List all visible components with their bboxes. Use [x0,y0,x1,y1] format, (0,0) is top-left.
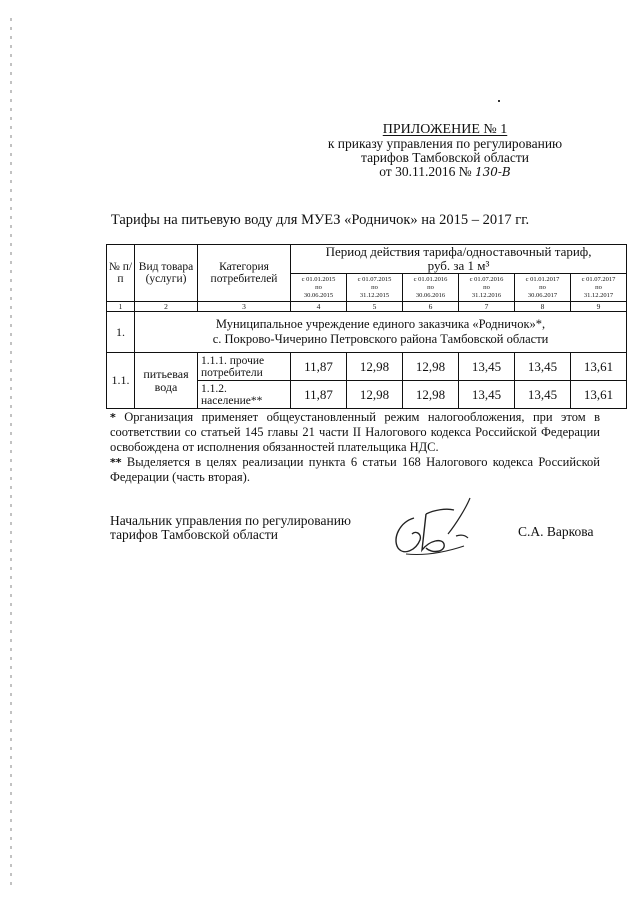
tariff-table [106,244,627,409]
footnote-2-mark: ** [110,456,122,469]
column-index: 7 [459,302,515,312]
org-name-line-2: с. Покрово-Чичерино Петровского района Тамбовской области [212,332,549,346]
appendix-header [300,123,590,179]
signatory-position-line-2: тарифов Тамбовской области [110,527,278,542]
category-cell: 1.1.2. население** [198,381,291,409]
header-num: № п/п [107,245,135,302]
column-index: 3 [198,302,291,312]
footnote-1-mark: * [110,411,116,424]
footnote-2-text: Выделяется в целях реализации пункта 6 статьи 168 Налогового кодекса Российской Федерации (часть вторая). [110,455,600,484]
period-cell: с 01.01.2017 по 30.06.2017 [515,274,571,302]
tariff-value: 13,45 [459,381,515,409]
footnotes [110,410,600,485]
period-cell: с 01.07.2016 по 31.12.2016 [459,274,515,302]
tariff-value: 13,61 [571,353,627,381]
column-index: 4 [291,302,347,312]
tariff-value: 13,61 [571,381,627,409]
column-index: 9 [571,302,627,312]
tariff-value: 12,98 [403,353,459,381]
org-name-line-1: Муниципальное учреждение единого заказчика «Родничок»*, [215,317,546,331]
table-title: Тарифы на питьевую воду для МУЕЗ «Родничок» на 2015 – 2017 гг. [110,212,530,228]
org-name [135,312,627,353]
footnote-1 [110,410,600,455]
appendix-line-1: к приказу управления по регулированию [327,136,563,151]
column-index-row [107,302,627,312]
org-row [107,312,627,353]
scan-edge-marks [10,18,12,888]
tariff-value: 12,98 [403,381,459,409]
tariff-value: 13,45 [515,353,571,381]
signatory-name: С.А. Варкова [518,524,594,539]
header-category: Категория потребителей [198,245,291,302]
appendix-title: ПРИЛОЖЕНИЕ № 1 [382,122,508,137]
tariff-value: 12,98 [347,381,403,409]
column-index: 8 [515,302,571,312]
tariff-value: 11,87 [291,381,347,409]
footnote-1-text: Организация применяет общеустановленный режим налогообложения, при этом в соответствии со статьей 145 главы 21 части II Налогового кодекса Российской Федерации освобождена от исполнения обязанностей плательщика НДС. [110,410,600,454]
column-index: 5 [347,302,403,312]
column-index: 6 [403,302,459,312]
tariff-value: 13,45 [459,353,515,381]
item-num: 1.1. [107,353,135,409]
signatory-position [110,514,351,542]
period-cell: с 01.01.2016 по 30.06.2016 [403,274,459,302]
header-period [291,245,627,274]
scan-speck [498,100,500,102]
header-period-title: Период действия тарифа/одноставочный тариф, [325,244,592,259]
handwritten-signature [386,494,496,566]
period-cell: с 01.07.2017 по 31.12.2017 [571,274,627,302]
tariff-value: 13,45 [515,381,571,409]
appendix-line-2: тарифов Тамбовской области [361,150,529,165]
order-number-handwritten: 130-В [474,165,511,179]
column-index: 1 [107,302,135,312]
appendix-date-line [300,165,590,179]
header-period-unit: руб. за 1 м³ [427,258,490,273]
item-good: питьевая вода [135,353,198,409]
category-cell: 1.1.1. прочие потребители [198,353,291,381]
column-index: 2 [135,302,198,312]
footnote-2 [110,455,600,485]
tariff-value: 12,98 [347,353,403,381]
tariff-value: 11,87 [291,353,347,381]
org-row-num: 1. [107,312,135,353]
appendix-date: от 30.11.2016 № [379,164,472,179]
header-good: Вид товара (услуги) [135,245,198,302]
period-cell: с 01.01.2015 по 30.06.2015 [291,274,347,302]
signatory-position-line-1: Начальник управления по регулированию [110,513,352,528]
table-row [107,353,627,381]
period-cell: с 01.07.2015 по 31.12.2015 [347,274,403,302]
